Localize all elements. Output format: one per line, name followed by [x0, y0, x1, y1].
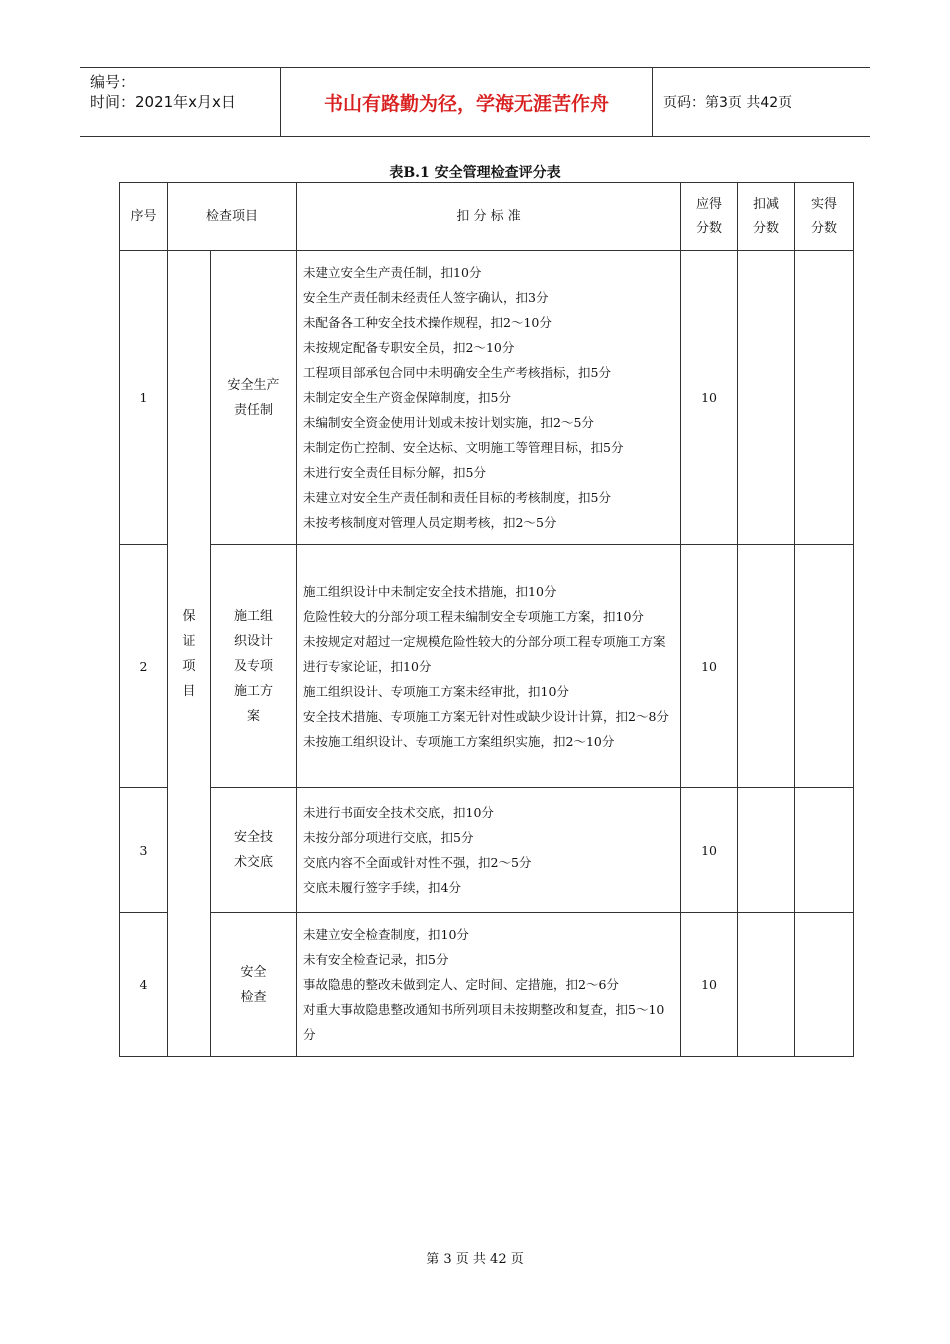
row-score: 10	[681, 788, 738, 913]
standard-line: 未建立安全检查制度，扣10分	[303, 927, 469, 942]
col-standard: 扣 分 标 准	[297, 183, 681, 251]
code-label: 编号：	[90, 73, 136, 91]
standard-line: 交底未履行签字手续，扣4分	[303, 880, 461, 895]
row-item: 安全检查	[211, 913, 297, 1057]
row-seq: 2	[120, 545, 168, 788]
col-full: 应得分数	[681, 183, 738, 251]
table-row	[120, 913, 854, 1057]
standard-line: 安全生产责任制未经责任人签字确认，扣3分	[303, 290, 549, 305]
row-standard	[297, 788, 681, 913]
group-label: 保证项目	[168, 251, 211, 1057]
standard-line: 工程项目部承包合同中未明确安全生产考核指标，扣5分	[303, 365, 611, 380]
table-header-row	[120, 183, 854, 251]
row-standard	[297, 913, 681, 1057]
row-actual[interactable]	[795, 545, 854, 788]
standard-line: 未进行书面安全技术交底，扣10分	[303, 805, 494, 820]
standard-line: 交底内容不全面或针对性不强，扣2～5分	[303, 855, 532, 870]
standard-line: 危险性较大的分部分项工程未编制安全专项施工方案，扣10分	[303, 608, 644, 624]
standard-line: 未按考核制度对管理人员定期考核，扣2～5分	[303, 515, 557, 530]
standard-line: 未按分部分项进行交底，扣5分	[303, 830, 474, 845]
col-deduct: 扣减分数	[738, 183, 795, 251]
col-item: 检查项目	[168, 183, 297, 251]
col-actual: 实得分数	[795, 183, 854, 251]
row-seq: 3	[120, 788, 168, 913]
table-row	[120, 788, 854, 913]
table-title: 表B.1 安全管理检查评分表	[389, 165, 561, 181]
row-deduct[interactable]	[738, 545, 795, 788]
row-item: 安全技术交底	[211, 788, 297, 913]
standard-line: 施工组织设计中未制定安全技术措施，扣10分	[303, 583, 557, 599]
row-deduct[interactable]	[738, 913, 795, 1057]
row-actual[interactable]	[795, 251, 854, 545]
row-standard	[297, 545, 681, 788]
table-row	[120, 251, 854, 545]
table-row	[120, 545, 854, 788]
row-seq: 4	[120, 913, 168, 1057]
row-item: 施工组织设计及专项施工方案	[211, 545, 297, 788]
row-seq: 1	[120, 251, 168, 545]
row-actual[interactable]	[795, 788, 854, 913]
row-score: 10	[681, 251, 738, 545]
standard-line: 未有安全检查记录，扣5分	[303, 952, 449, 967]
standard-line: 未编制安全资金使用计划或未按计划实施，扣2～5分	[303, 415, 594, 430]
standard-line: 安全技术措施、专项施工方案无针对性或缺少设计计算，扣2～8分	[303, 708, 669, 724]
page-footer: 第 3 页 共 42 页	[426, 1252, 524, 1267]
standard-line: 未配备各工种安全技术操作规程，扣2～10分	[303, 315, 552, 330]
row-deduct[interactable]	[738, 788, 795, 913]
page-label: 页码：第3页 共42页	[663, 95, 793, 111]
standard-line: 事故隐患的整改未做到定人、定时间、定措施，扣2～6分	[303, 977, 619, 992]
row-score: 10	[681, 913, 738, 1057]
motto: 书山有路勤为径，学海无涯苦作舟	[281, 68, 653, 136]
standard-line: 未按施工组织设计、专项施工方案组织实施，扣2～10分	[303, 733, 615, 749]
page-header	[80, 67, 870, 137]
score-table	[119, 182, 854, 1057]
row-item: 安全生产责任制	[211, 251, 297, 545]
standard-line: 未建立安全生产责任制，扣10分	[303, 265, 482, 280]
row-standard	[297, 251, 681, 545]
standard-line: 未制定伤亡控制、安全达标、文明施工等管理目标，扣5分	[303, 440, 624, 455]
standard-line: 未进行安全责任目标分解，扣5分	[303, 465, 486, 480]
col-seq: 序号	[120, 183, 168, 251]
standard-line: 未按规定配备专职安全员，扣2～10分	[303, 340, 515, 355]
standard-line: 未制定安全生产资金保障制度，扣5分	[303, 390, 511, 405]
standard-line: 未按规定对超过一定规模危险性较大的分部分项工程专项施工方案进行专家论证，扣10分	[303, 633, 666, 674]
standard-line: 对重大事故隐患整改通知书所列项目未按期整改和复查，扣5～10分	[303, 1002, 665, 1042]
standard-line: 施工组织设计、专项施工方案未经审批，扣10分	[303, 683, 569, 699]
row-score: 10	[681, 545, 738, 788]
standard-line: 未建立对安全生产责任制和责任目标的考核制度，扣5分	[303, 490, 611, 505]
header-meta	[80, 68, 281, 136]
row-deduct[interactable]	[738, 251, 795, 545]
row-actual[interactable]	[795, 913, 854, 1057]
time-label: 时间：2021年x月x日	[90, 93, 236, 111]
